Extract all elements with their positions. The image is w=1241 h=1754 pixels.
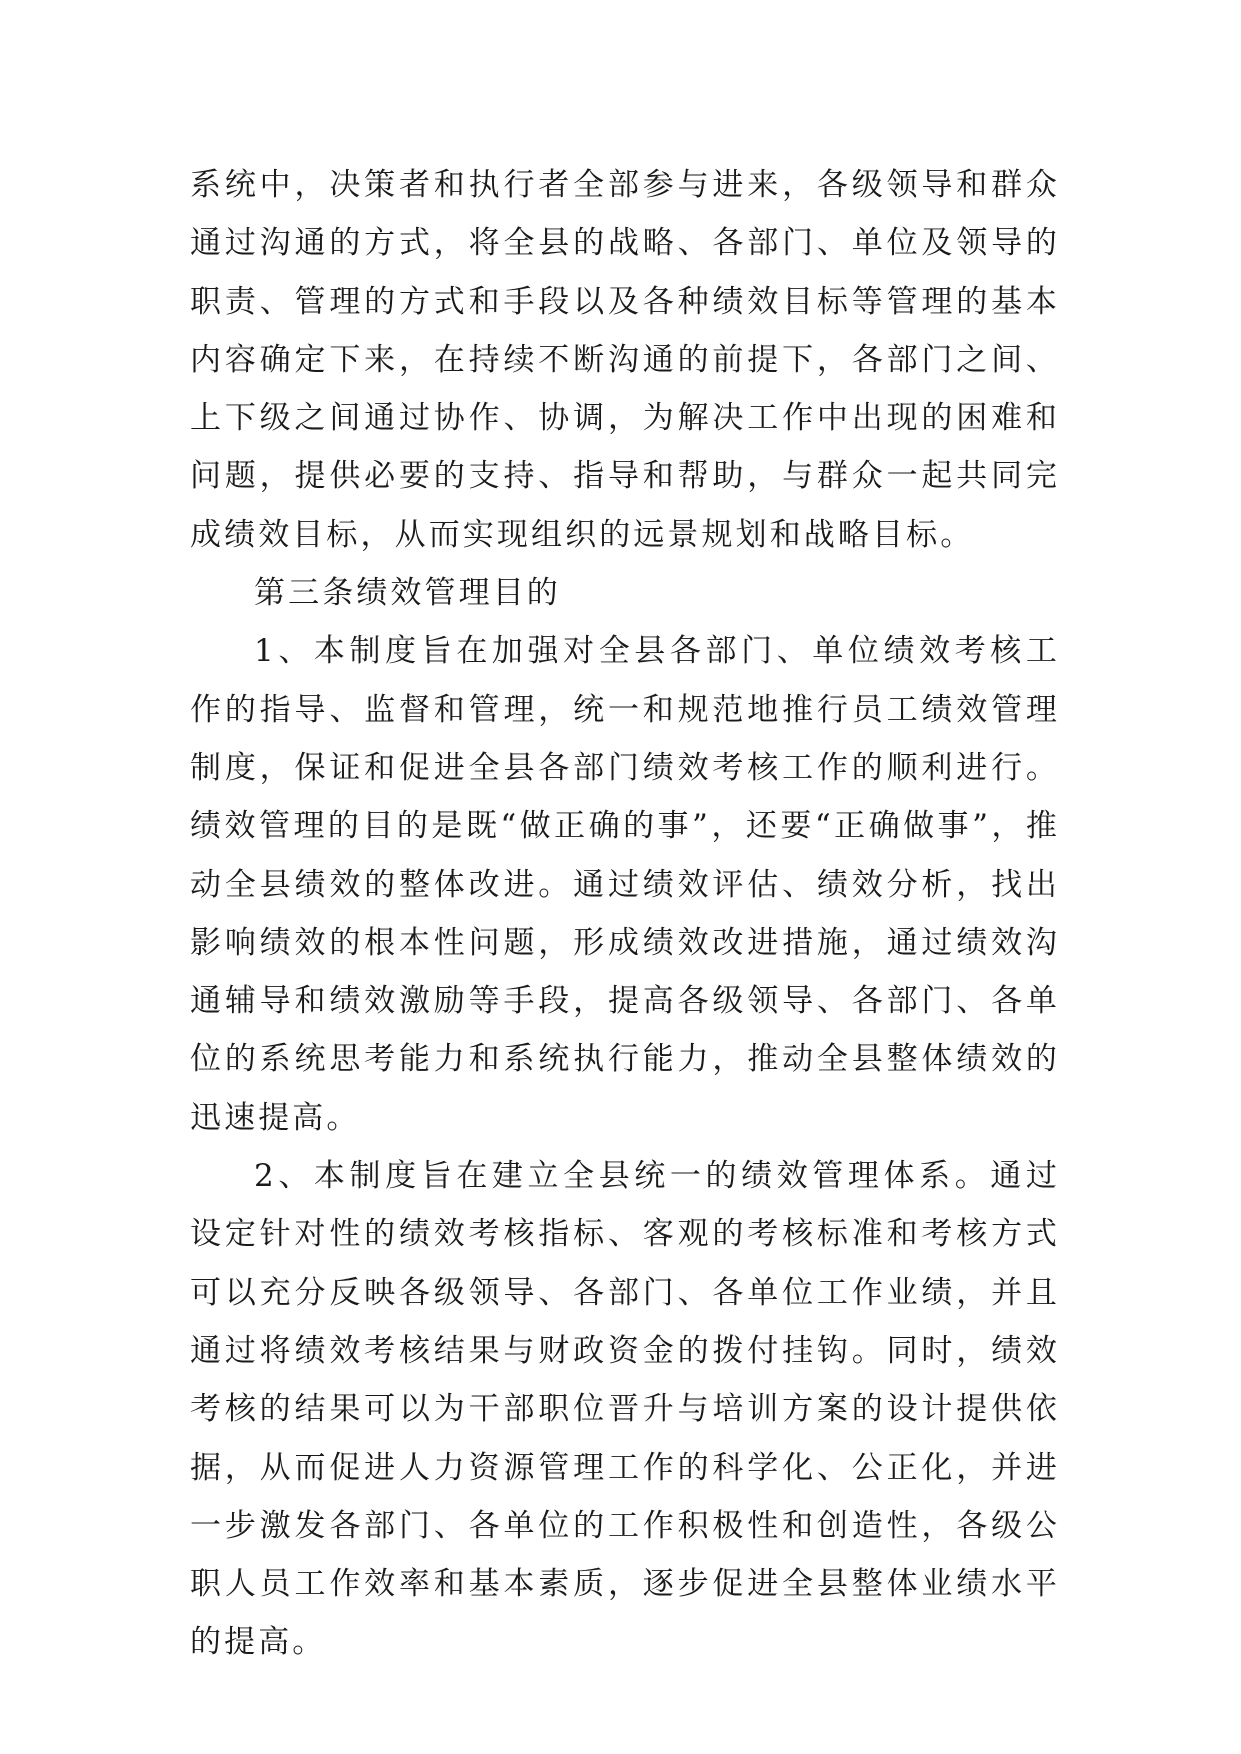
paragraph-continuation: 系统中，决策者和执行者全部参与进来，各级领导和群众通过沟通的方式，将全县的战略、各部门、单位及领导的职责、管理的方式和手段以及各种绩效目标等管理的基本内容确定下来，在持续不断沟通的前提下，各部门之间、上下级之间通过协作、协调，为解决工作中出现的困难和问题，提供必要的支持、指导和帮助，与群众一起共同完成绩效目标，从而实现组织的远景规划和战略目标。	[190, 167, 1060, 553]
section-heading-article-3: 第三条绩效管理目的	[254, 575, 561, 612]
document-body	[190, 156, 1060, 1672]
paragraph-purpose-2: 2、本制度旨在建立全县统一的绩效管理体系。通过设定针对性的绩效考核指标、客观的考核标准和考核方式可以充分反映各级领导、各部门、各单位工作业绩，并且通过将绩效考核结果与财政资金的拨付挂钩。同时，绩效考核的结果可以为干部职位晋升与培训方案的设计提供依据，从而促进人力资源管理工作的科学化、公正化，并进一步激发各部门、各单位的工作积极性和创造性，各级公职人员工作效率和基本素质，逐步促进全县整体业绩水平的提高。	[190, 1158, 1060, 1661]
paragraph-purpose-1: 1、本制度旨在加强对全县各部门、单位绩效考核工作的指导、监督和管理，统一和规范地推行员工绩效管理制度，保证和促进全县各部门绩效考核工作的顺利进行。绩效管理的目的是既“做正确的事”，还要“正确做事”，推动全县绩效的整体改进。通过绩效评估、绩效分析，找出影响绩效的根本性问题，形成绩效改进措施，通过绩效沟通辅导和绩效激励等手段，提高各级领导、各部门、各单位的系统思考能力和系统执行能力，推动全县整体绩效的迅速提高。	[190, 633, 1060, 1136]
